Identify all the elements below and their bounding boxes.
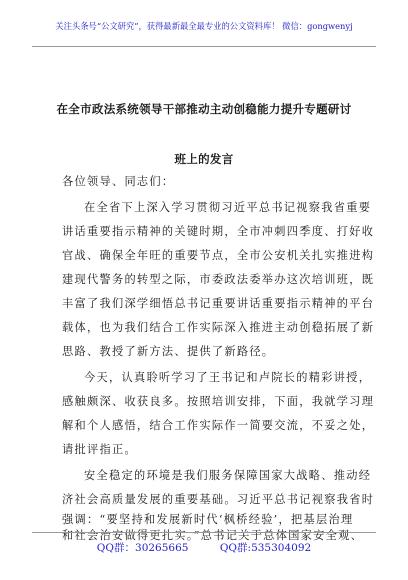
paragraph-3-line: 强调：“要坚持和发展新时代‘枫桥经验’，把基层治理 bbox=[62, 513, 354, 526]
paragraph-2-line: 感触颇深、收获良多。按照培训安排，下面，我就学习理 bbox=[62, 395, 375, 408]
footer bbox=[0, 540, 408, 555]
document-title-line-2: 班上的发言 bbox=[174, 152, 234, 166]
paragraph-2-line: 今天，认真聆听学习了王书记和卢院长的精彩讲授， bbox=[84, 371, 372, 384]
paragraph-1-line: 思路、教授了新方法、提供了新路径。 bbox=[62, 345, 275, 358]
paragraph-3-line: 安全稳定的环境是我们服务保障国家大战略、推动经 bbox=[84, 469, 372, 482]
paragraph-3-line: 济社会高质量发展的重要基础。习近平总书记视察我省时 bbox=[62, 493, 375, 506]
paragraph-1-line: 载体，也为我们结合工作实际深入推进主动创稳拓展了新 bbox=[62, 321, 375, 334]
footer-rule bbox=[32, 532, 376, 533]
paragraph-1-line: 讲话重要指示精神的关键时期，全市冲刺四季度、打好收 bbox=[62, 225, 375, 238]
footer-qq-group-2: QQ群:535304092 bbox=[219, 542, 312, 554]
paragraph-1-line: 官战、确保全年旺的重要节点，全市公安机关扎实推进构 bbox=[62, 249, 375, 262]
paragraph-1-line: 在全省下上深入学习贯彻习近平总书记视察我省重要 bbox=[84, 201, 372, 214]
paragraph-2-line: 解和个人感悟，结合工作实际作一简要交流，不妥之处， bbox=[62, 419, 375, 432]
paragraph-1-line: 建现代警务的转型之际，市委政法委举办这次培训班，既 bbox=[62, 273, 375, 286]
paragraph-2-line: 请批评指正。 bbox=[62, 443, 137, 456]
document-title-line-1: 在全市政法系统领导干部推动主动创稳能力提升专题研讨 bbox=[56, 102, 352, 116]
top-banner: 关注头条号“公文研究”，获得最新最全最专业的公文资料库！ 微信：gongwenyj bbox=[55, 21, 353, 31]
greeting: 各位领导、同志们： bbox=[62, 175, 175, 188]
paragraph-3-line: 和社会治安做得更扎实。”总书记关于总体国家安全观、 bbox=[62, 529, 364, 542]
header-rule bbox=[32, 46, 376, 47]
paragraph-1-line: 丰富了我们深学细悟总书记重要讲话重要指示精神的平台 bbox=[62, 297, 375, 310]
footer-qq-group-1: QQ群：30265665 bbox=[96, 542, 189, 554]
